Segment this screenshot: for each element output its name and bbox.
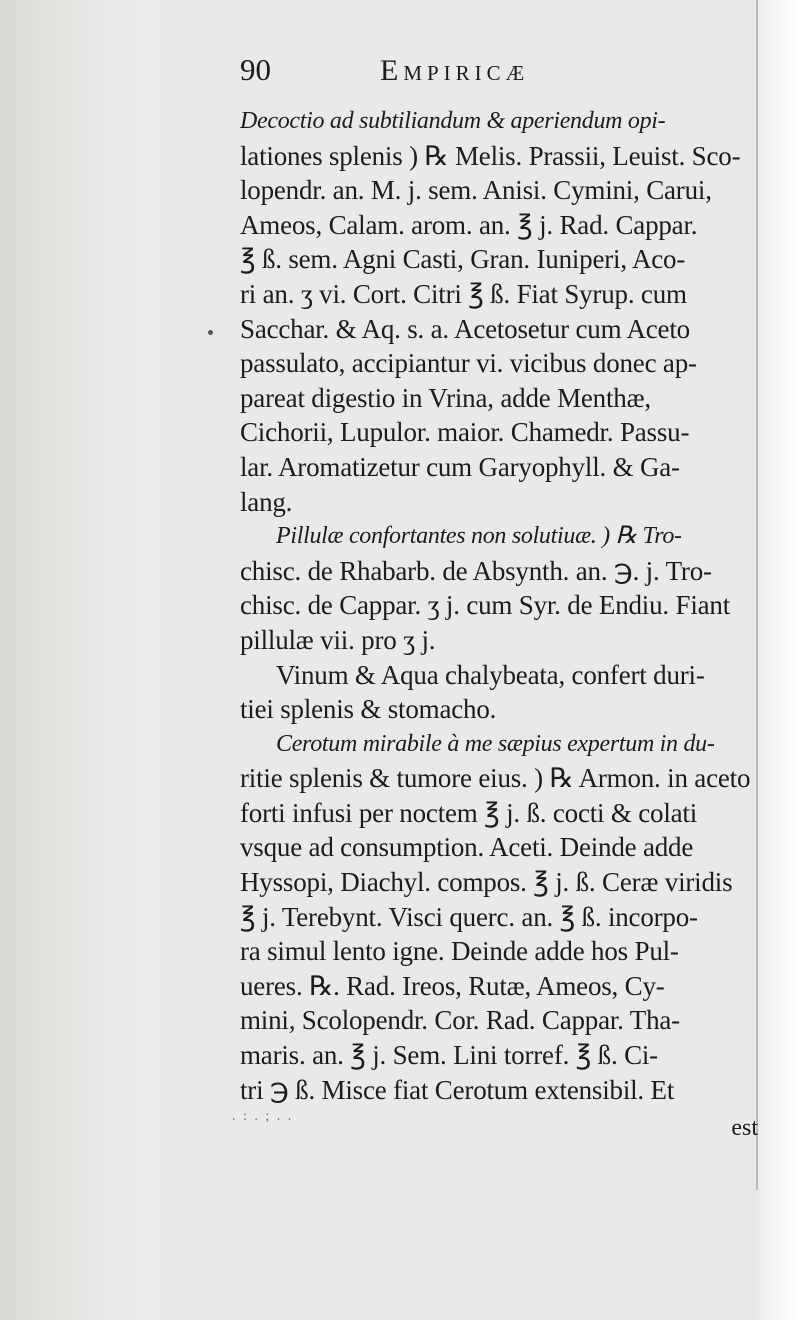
text-line: ueres. ℞. Rad. Ireos, Rutæ, Ameos, Cy-: [240, 970, 665, 1001]
text-line: mini, Scolopendr. Cor. Rad. Cappar. Tha-: [240, 1005, 680, 1036]
text-line: forti infusi per noctem ℥ j. ß. cocti & colati: [240, 797, 698, 828]
text-line: chisc. de Cappar. ʒ j. cum Syr. de Endiu. Fiant: [240, 590, 731, 621]
text-line: passulato, accipiantur vi. vicibus donec ap-: [240, 348, 697, 379]
margin-mark: [208, 330, 213, 335]
page-header: [240, 52, 760, 104]
print-specks: . : . ; . .: [232, 1109, 294, 1125]
text-line: ra simul lento igne. Deinde adde hos Pul-: [240, 936, 679, 967]
text-line: ℥ j. Terebynt. Visci querc. an. ℥ ß. incorpo-: [240, 901, 698, 932]
text-line: chisc. de Rhabarb. de Absynth. an. ℈. j. Tro-: [240, 555, 712, 586]
text-line: lar. Aromatizetur cum Garyophyll. & Ga-: [240, 451, 680, 482]
catchword-row: [232, 1107, 760, 1143]
page-shadow-left: [0, 0, 160, 1320]
text-line: Decoctio ad subtiliandum & aperiendum opi-: [240, 108, 666, 134]
text-line: Hyssopi, Diachyl. compos. ℥ j. ß. Ceræ viridis: [240, 867, 733, 898]
text-line: tiei splenis & stomacho.: [240, 694, 497, 725]
text-line: lationes splenis ) ℞ Melis. Prassii, Leuist. Sco-: [240, 140, 741, 171]
text-line: ℥ ß. sem. Agni Casti, Gran. Iuniperi, Aco-: [240, 244, 686, 275]
text-line: lopendr. an. M. j. sem. Anisi. Cymini, Carui,: [240, 175, 712, 206]
text-line: Pillulæ confortantes non solutiuæ. ) ℞ Tro-: [276, 523, 682, 550]
text-line: pillulæ vii. pro ʒ j.: [240, 624, 436, 655]
text-line: Cerotum mirabile à me sæpius expertum in du-: [276, 730, 715, 757]
text-line: pareat digestio in Vrina, adde Menthæ,: [240, 382, 651, 413]
text-line: maris. an. ℥ j. Sem. Lini torref. ℥ ß. Ci-: [240, 1040, 658, 1071]
text-line: Sacchar. & Aq. s. a. Acetosetur cum Aceto: [240, 313, 690, 344]
text-line: vsque ad consumption. Aceti. Deinde adde: [240, 832, 694, 863]
text-block: [232, 52, 760, 1143]
running-title: Empiricæ: [380, 54, 530, 87]
text-line: ritie splenis & tumore eius. ) ℞ Armon. in aceto: [240, 763, 751, 794]
catchword: est: [731, 1115, 758, 1142]
text-line: tri ℈ ß. Misce fiat Cerotum extensibil. Et: [240, 1074, 675, 1105]
text-line: Ameos, Calam. arom. an. ℥ j. Rad. Cappar.: [240, 209, 698, 240]
text-line: ri an. ʒ vi. Cort. Citri ℥ ß. Fiat Syrup. cum: [240, 278, 687, 309]
page-number: 90: [240, 52, 271, 87]
text-line: Vinum & Aqua chalybeata, confert duri-: [276, 659, 705, 690]
text-line: Cichorii, Lupulor. maior. Chamedr. Passu-: [240, 417, 690, 448]
text-line: lang.: [240, 486, 293, 517]
